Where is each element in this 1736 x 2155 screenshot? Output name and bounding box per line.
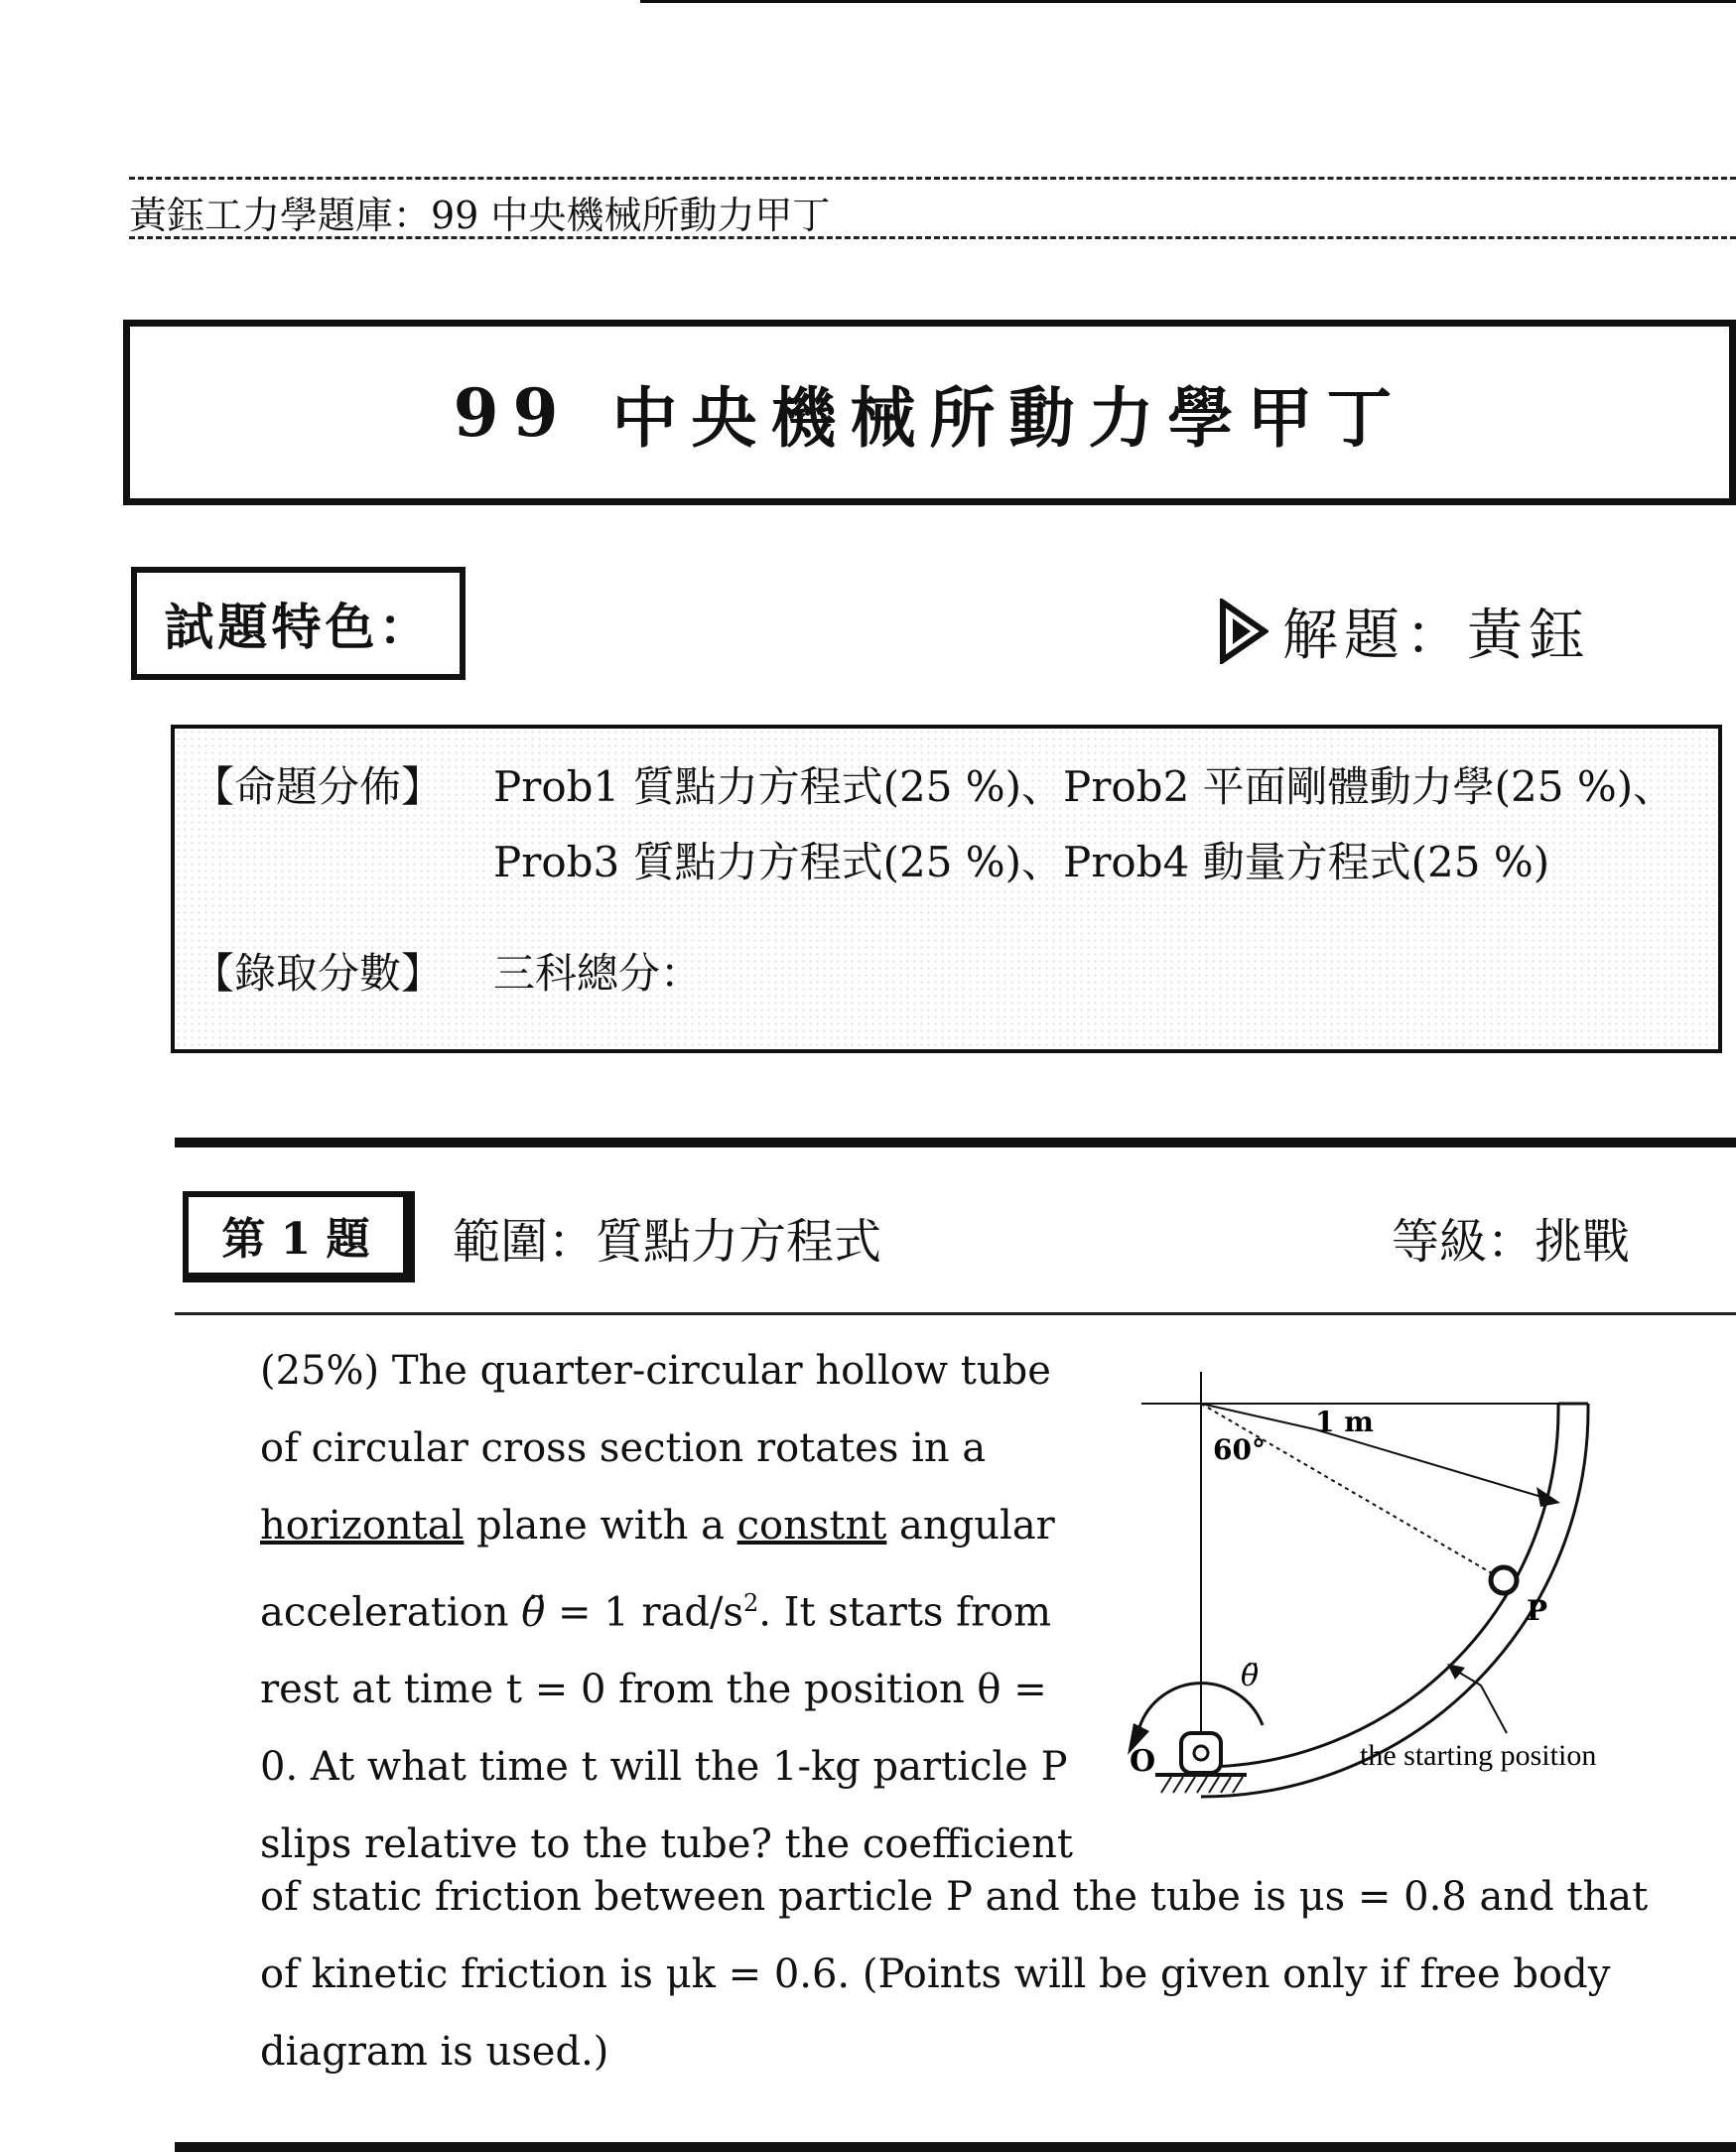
- problem-line-4-c: . It starts from: [758, 1589, 1052, 1636]
- exponent: 2: [742, 1589, 759, 1617]
- title-year: 99: [453, 373, 573, 452]
- distribution-line1: Prob1 質點力方程式(25 %)、Prob2 平面剛體動力學(25 %)、: [493, 762, 1675, 811]
- theta-ddot: θ̈: [521, 1589, 546, 1636]
- section-rule-thin: [175, 1312, 1736, 1315]
- problem-line-3-end: angular: [886, 1503, 1055, 1549]
- distribution-label: 【命題分佈】: [193, 762, 444, 811]
- problem-line-4-a: acceleration: [260, 1589, 522, 1636]
- problem-line-6: 0. At what time t will the 1-kg particle P: [260, 1744, 1068, 1791]
- bottom-rule: [175, 2142, 1736, 2152]
- radius-label: 1 m: [1315, 1406, 1374, 1438]
- score-label: 【錄取分數】: [193, 949, 444, 998]
- problem-line-3-mid: plane with a: [464, 1503, 737, 1549]
- problem-text: [260, 1332, 1073, 1883]
- underlined-horizontal: horizontal: [260, 1503, 465, 1549]
- problem-line-10: diagram is used.): [260, 2029, 609, 2075]
- problem-line-8: of static friction between particle P and the tube is μs = 0.8 and that: [260, 1874, 1649, 1920]
- solver-credit: [1219, 592, 1590, 671]
- section-rule-thick: [175, 1138, 1736, 1147]
- question-level: 等級：挑戰: [1392, 1214, 1631, 1270]
- angle-label: 60°: [1213, 1433, 1266, 1466]
- accel-label: θ̈: [1241, 1659, 1260, 1693]
- problem-line-9: of kinetic friction is μk = 0.6. (Points will be given only if free body: [260, 1952, 1611, 1997]
- ground-hatching: [1161, 1777, 1243, 1793]
- exam-info-box: [171, 725, 1722, 1053]
- particle-label: P: [1527, 1594, 1548, 1627]
- solver-text: 解題：黃鈺: [1282, 604, 1590, 668]
- radius-line-upper: [1201, 1404, 1315, 1429]
- particle-p: [1491, 1567, 1517, 1593]
- problem-line-3: [260, 1487, 1061, 1564]
- question-number-label: 第 1 題: [183, 1191, 415, 1282]
- question-scope: 範圍：質點力方程式: [453, 1214, 882, 1270]
- pivot-pin: [1194, 1746, 1208, 1760]
- running-header: 黃鈺工力學題庫：99 中央機械所動力甲丁: [129, 194, 831, 237]
- title-box: [123, 320, 1736, 505]
- tube-diagram: [1112, 1360, 1668, 1836]
- header-rule-bottom: [129, 236, 1736, 239]
- features-label: 試題特色：: [131, 567, 466, 680]
- score-row: [193, 941, 702, 1001]
- problem-line-4: [260, 1564, 1061, 1651]
- play-triangle-icon: [1219, 599, 1269, 664]
- top-edge-rule: [640, 0, 1736, 3]
- radius-arrow-line: [1315, 1429, 1548, 1499]
- distribution-row: [193, 754, 1674, 814]
- problem-line-2: of circular cross section rotates in a: [260, 1425, 987, 1471]
- start-pointer-head: [1447, 1664, 1465, 1680]
- score-value: 三科總分：: [493, 949, 703, 998]
- problem-line-1: (25%) The quarter-circular hollow tube: [260, 1348, 1051, 1394]
- underlined-constnt: constnt: [736, 1503, 887, 1549]
- problem-line-5: rest at time t = 0 from the position θ =: [260, 1667, 1047, 1713]
- problem-line-4-b: = 1 rad/s: [545, 1589, 743, 1636]
- title-text: 中央機械所動力學甲丁: [611, 380, 1406, 457]
- pivot-label: O: [1130, 1744, 1156, 1779]
- start-label: the starting position: [1360, 1739, 1597, 1772]
- header-rule-top: [129, 177, 1736, 180]
- problem-line-7: slips relative to the tube? the coefficient: [260, 1821, 1073, 1868]
- distribution-line2: Prob3 質點力方程式(25 %)、Prob4 動量方程式(25 %): [493, 838, 1550, 886]
